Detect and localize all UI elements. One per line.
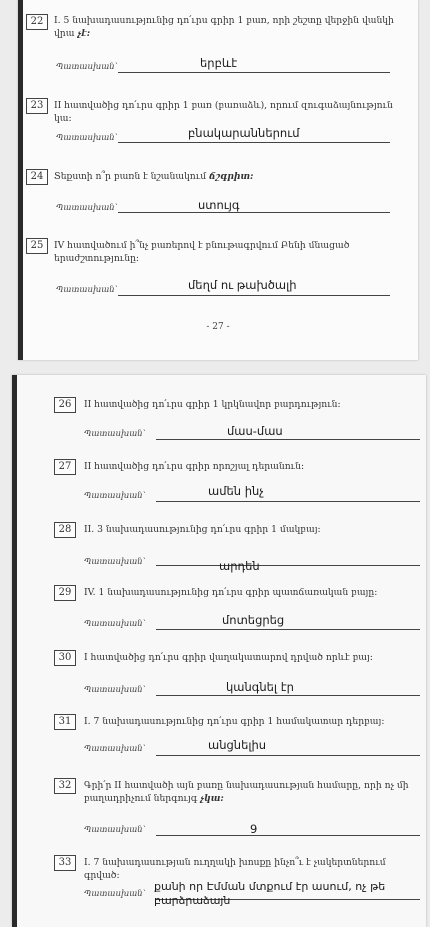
handwritten-answer-line-1: քանի որ Էմման մտքում էր ասում, ոչ թե xyxy=(154,880,386,893)
question-text: II հատվածից դո՛ւրս գրիր որոշյալ դերանուն: xyxy=(84,461,305,472)
question-text: I. 5 նախադասությունից դո՛ւրս գրիր 1 բառ, որի շեշտը վերջին վանկի վրա չէ: xyxy=(54,15,394,39)
handwritten-answer: անցնելիս xyxy=(208,738,267,752)
handwritten-answer: արդեն xyxy=(219,559,260,573)
question-text: Տեքստի ո՞ր բառն է նշանակում ճշգրիտ: xyxy=(54,171,254,182)
handwritten-answer: ստույգ xyxy=(198,198,240,212)
handwritten-answer: բնակարաններում xyxy=(188,126,300,140)
question-number: 27 xyxy=(54,459,76,475)
answer-label: Պատասխան՝ xyxy=(56,203,118,213)
page-edge xyxy=(18,0,23,360)
question-text: II հատվածից դո՛ւրս գրիր 1 բառ (բառաձև), որում զուգաձայնություն կա: xyxy=(54,100,393,124)
answer-label: Պատասխան՝ xyxy=(84,685,146,695)
question-number: 23 xyxy=(26,98,48,114)
page-number: - 27 - xyxy=(206,322,230,332)
answer-label: Պատասխան՝ xyxy=(84,557,146,567)
question-number: 29 xyxy=(54,585,76,601)
handwritten-answer: երբևէ xyxy=(200,56,238,70)
answer-line xyxy=(118,72,390,73)
worksheet-page-1 xyxy=(18,0,418,360)
answer-label: Պատասխան՝ xyxy=(84,889,146,899)
answer-label: Պատասխան՝ xyxy=(56,62,118,72)
handwritten-answer: ամեն ինչ xyxy=(208,484,264,498)
question-number: 26 xyxy=(54,397,76,413)
question-text: I. 7 նախադասության ուղղակի խոսքը ինչո՞ւ է չակերտներում գրված: xyxy=(84,857,386,881)
answer-line xyxy=(156,439,420,440)
question-number: 22 xyxy=(26,14,48,30)
question-text: I հատվածից դո՛ւրս գրիր վաղակատարով դրված որևէ բայ: xyxy=(84,652,373,663)
answer-label: Պատասխան՝ xyxy=(84,619,146,629)
answer-line xyxy=(156,755,420,756)
answer-label: Պատասխան՝ xyxy=(84,429,146,439)
question-text: IV. 1 նախադասությունից դո՛ւրս գրիր պատճառական բայը: xyxy=(84,587,378,598)
handwritten-answer: կանգնել էր xyxy=(226,680,294,694)
handwritten-answer: մոտեցրեց xyxy=(222,613,285,627)
answer-label: Պատասխան՝ xyxy=(56,133,118,143)
answer-line xyxy=(156,695,420,696)
question-number: 32 xyxy=(54,778,76,794)
question-text: IV հատվածում ի՞նչ բառերով է բնութագրվում Բենի մնացած երաժշտությունը: xyxy=(54,240,350,264)
answer-label: Պատասխան՝ xyxy=(84,491,146,501)
answer-line xyxy=(156,501,420,502)
question-number: 31 xyxy=(54,714,76,730)
question-text: Գրի՛ր II հատվածի այն բառը նախադասության համարը, որի ոչ մի բաղադրիչում ներգույգ չկա: xyxy=(84,780,409,804)
answer-line xyxy=(118,142,390,143)
answer-label: Պատասխան՝ xyxy=(56,285,118,295)
question-text: II. 3 նախադասությունից դո՛ւրս գրիր 1 մակբայ: xyxy=(84,524,321,535)
question-number: 25 xyxy=(26,238,48,254)
answer-label: Պատասխան՝ xyxy=(84,744,146,754)
question-text: II հատվածից դո՛ւրս գրիր 1 կրկնավոր բարդություն: xyxy=(84,399,341,410)
answer-line xyxy=(118,212,390,213)
answer-label: Պատասխան՝ xyxy=(84,825,146,835)
page-edge xyxy=(12,375,17,927)
answer-line xyxy=(118,295,390,296)
handwritten-answer: 9 xyxy=(250,822,258,836)
question-text: I. 7 նախադասությունից դո՛ւրս գրիր 1 համակատար դերբայ: xyxy=(84,716,385,727)
answer-line xyxy=(156,835,420,836)
question-number: 28 xyxy=(54,522,76,538)
answer-line xyxy=(156,629,420,630)
handwritten-answer: մեղմ ու թախծալի xyxy=(188,278,297,292)
question-number: 33 xyxy=(54,855,76,871)
worksheet-page-2 xyxy=(12,375,426,927)
answer-line xyxy=(156,565,420,566)
handwritten-answer: մաս-մաս xyxy=(227,424,283,438)
handwritten-answer-line-2: բարձրաձայն xyxy=(154,894,231,907)
question-number: 30 xyxy=(54,650,76,666)
question-number: 24 xyxy=(26,169,48,185)
